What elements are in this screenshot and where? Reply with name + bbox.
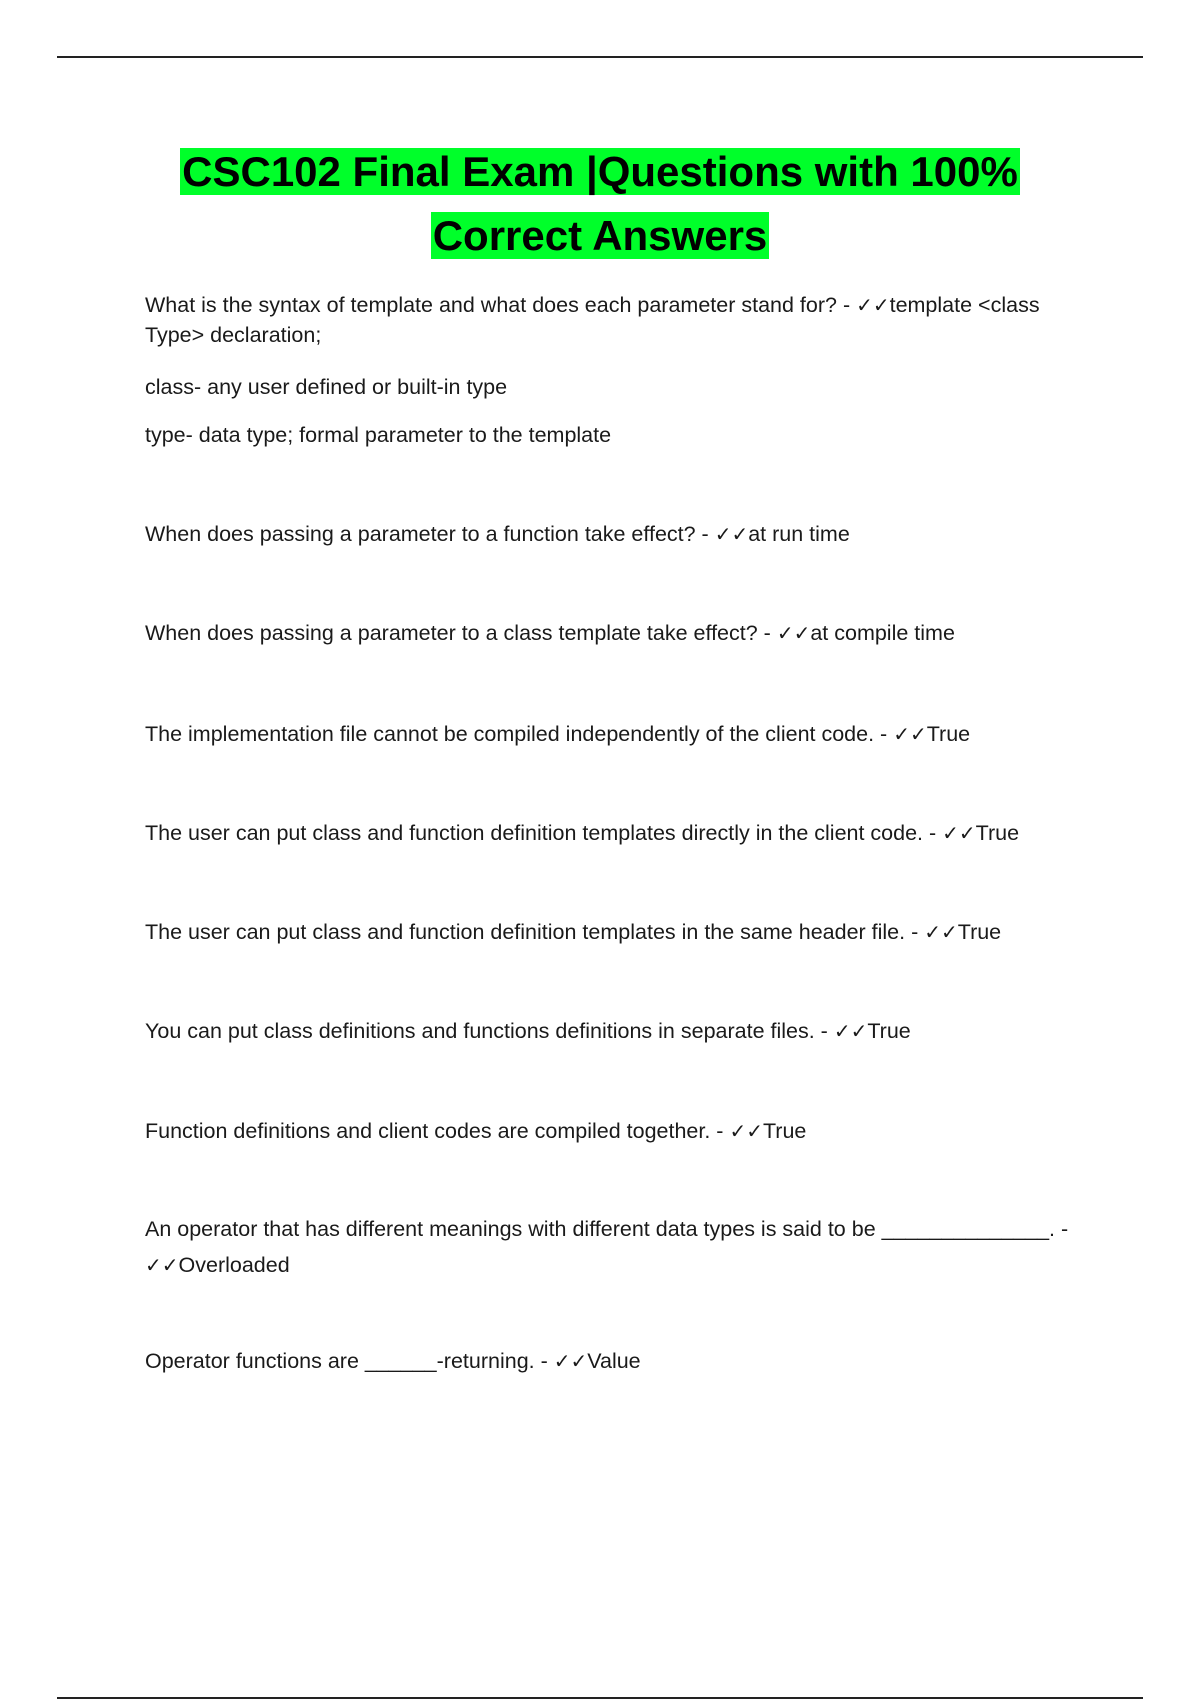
double-check-icon: ✓✓ bbox=[833, 1019, 868, 1043]
title-line-1: CSC102 Final Exam |Questions with 100% bbox=[182, 148, 1018, 195]
double-check-icon: ✓✓ bbox=[893, 722, 927, 746]
answer-text: True bbox=[926, 722, 971, 746]
double-check-icon: ✓✓ bbox=[729, 1119, 763, 1143]
double-check-icon: ✓✓ bbox=[776, 621, 811, 645]
qa-item-1 bbox=[145, 290, 1085, 350]
qa-item-2 bbox=[145, 519, 1085, 549]
qa-detail-line: type- data type; formal parameter to the template bbox=[145, 423, 612, 447]
double-check-icon: ✓✓ bbox=[553, 1349, 588, 1373]
qa-item-10 bbox=[145, 1346, 1085, 1376]
question-text: The implementation file cannot be compiled independently of the client code. - bbox=[145, 722, 894, 746]
question-text: The user can put class and function definition templates directly in the client code. - bbox=[145, 821, 943, 845]
double-check-icon: ✓✓ bbox=[145, 1253, 179, 1277]
answer-text: Overloaded bbox=[178, 1253, 290, 1277]
qa-item-8 bbox=[145, 1116, 1085, 1146]
double-check-icon: ✓✓ bbox=[856, 293, 890, 317]
top-rule bbox=[57, 56, 1143, 58]
qa-detail-line: class- any user defined or built-in type bbox=[145, 375, 508, 399]
qa-item-4 bbox=[145, 719, 1085, 749]
qa-item-3 bbox=[145, 618, 1085, 648]
question-text: An operator that has different meanings with different data types is said to be ______________. - bbox=[145, 1217, 1069, 1241]
question-text: What is the syntax of template and what does each parameter stand for? - bbox=[145, 293, 857, 317]
double-check-icon: ✓✓ bbox=[924, 920, 958, 944]
answer-text: template <class Type> declaration; bbox=[145, 293, 1040, 347]
answer-text: True bbox=[975, 821, 1020, 845]
question-text: When does passing a parameter to a function take effect? - bbox=[145, 522, 715, 546]
bottom-rule bbox=[57, 1697, 1143, 1699]
double-check-icon: ✓✓ bbox=[714, 522, 749, 546]
question-text: Function definitions and client codes are compiled together. - bbox=[145, 1119, 730, 1143]
double-check-icon: ✓✓ bbox=[942, 821, 976, 845]
qa-item-9 bbox=[145, 1211, 1085, 1283]
qa-item-7 bbox=[145, 1016, 1085, 1046]
answer-text: Value bbox=[587, 1349, 641, 1373]
question-text: The user can put class and function definition templates in the same header file. - bbox=[145, 920, 925, 944]
answer-text: at compile time bbox=[810, 621, 955, 645]
title-line-2: Correct Answers bbox=[432, 212, 768, 259]
question-text: You can put class definitions and functions definitions in separate files. - bbox=[145, 1019, 834, 1043]
qa-item-6 bbox=[145, 917, 1085, 947]
answer-text: at run time bbox=[748, 522, 850, 546]
answer-text: True bbox=[957, 920, 1002, 944]
answer-text: True bbox=[867, 1019, 911, 1043]
qa-item-5 bbox=[145, 818, 1085, 848]
answer-text: True bbox=[762, 1119, 807, 1143]
page-title bbox=[0, 140, 1200, 268]
question-text: When does passing a parameter to a class template take effect? - bbox=[145, 621, 777, 645]
question-text: Operator functions are ______-returning. - bbox=[145, 1349, 554, 1373]
